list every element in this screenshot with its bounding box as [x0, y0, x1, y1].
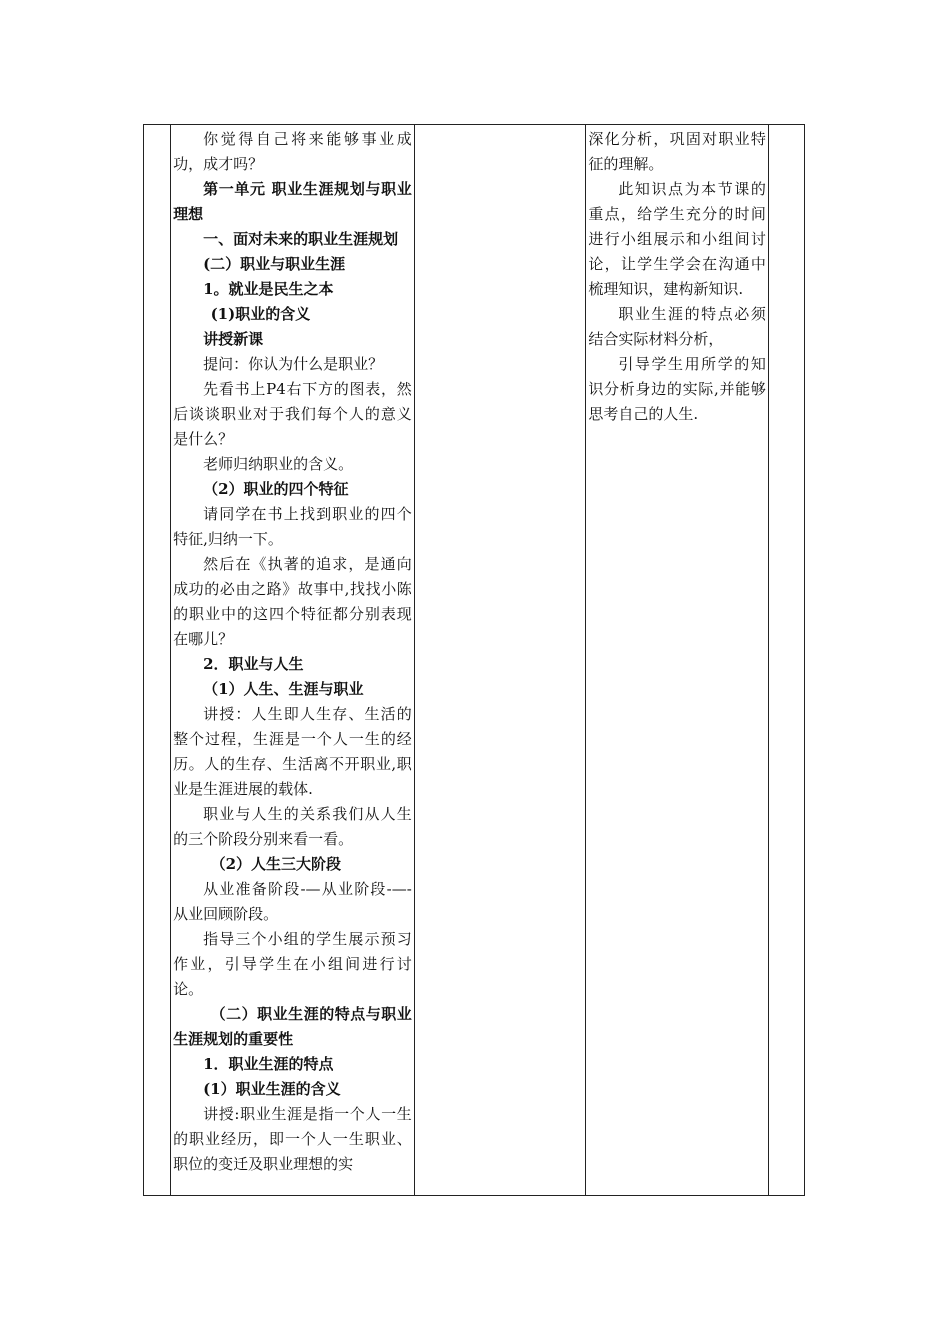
- lesson-content-paragraph: 讲授：人生即人生存、生活的整个过程，生涯是一个人一生的经历。人的生存、生活离不开职业,职业是生涯进展的载体.: [173, 705, 412, 798]
- teaching-content-cell: [171, 125, 415, 1196]
- lesson-content-paragraph: 老师归纳职业的含义。: [203, 455, 354, 473]
- lesson-content-paragraph: （2）职业的四个特征: [203, 480, 349, 498]
- design-note-paragraph: 深化分析，巩固对职业特征的理解。: [588, 130, 766, 173]
- design-note-paragraph: 职业生涯的特点必须结合实际材料分析，: [588, 305, 766, 348]
- lesson-content-paragraph: 然后在《执著的追求，是通向成功的必由之路》故事中,找找小陈的职业中的这四个特征都分别表现在哪儿？: [173, 555, 412, 648]
- lesson-content-paragraph: （1）人生、生涯与职业: [203, 680, 364, 698]
- lesson-content-paragraph: 一、面对未来的职业生涯规划: [203, 230, 399, 248]
- lesson-content-paragraph: （二）职业生涯的特点与职业生涯规划的重要性: [173, 1005, 412, 1048]
- design-note-paragraph: 此知识点为本节课的重点，给学生充分的时间进行小组展示和小组间讨论，让学生学会在沟通中梳理知识，建构新知识.: [588, 180, 766, 298]
- lesson-content-paragraph: 2．职业与人生: [203, 655, 304, 673]
- lesson-plan-row: [144, 125, 805, 1196]
- lesson-content-paragraph: 提问：你认为什么是职业？: [203, 355, 384, 373]
- lesson-content-paragraph: 请同学在书上找到职业的四个特征,归纳一下。: [173, 505, 412, 548]
- left-margin-cell: [144, 125, 171, 1196]
- design-note-paragraph: 引导学生用所学的知识分析身边的实际,并能够思考自己的人生.: [588, 355, 766, 423]
- lesson-plan-table: [143, 124, 805, 1196]
- design-notes-cell: [586, 125, 769, 1196]
- lesson-content-paragraph: 指导三个小组的学生展示预习作业，引导学生在小组间进行讨论。: [173, 930, 412, 998]
- lesson-content-paragraph: (1）职业生涯的含义: [203, 1080, 341, 1098]
- teaching-content-text: [171, 125, 414, 1177]
- lesson-content-paragraph: 从业准备阶段-—从业阶段-—-从业回顾阶段。: [173, 880, 412, 923]
- lesson-content-paragraph: 1。就业是民生之本: [203, 280, 334, 298]
- lesson-content-paragraph: 职业与人生的关系我们从人生的三个阶段分别来看一看。: [173, 805, 412, 848]
- lesson-content-paragraph: 1．职业生涯的特点: [203, 1055, 334, 1073]
- design-notes-text: [586, 125, 768, 427]
- right-margin-cell: [768, 125, 804, 1196]
- lesson-content-paragraph: （2）人生三大阶段: [210, 855, 342, 873]
- lesson-content-paragraph: 先看书上P4右下方的图表，然后谈谈职业对于我们每个人的意义是什么？: [173, 380, 412, 448]
- lesson-content-paragraph: 讲授:职业生涯是指一个人一生的职业经历，即一个人一生职业、职位的变迁及职业理想的实: [173, 1105, 412, 1173]
- student-activity-cell: [414, 125, 586, 1196]
- lesson-content-paragraph: 你觉得自己将来能够事业成功，成才吗？: [173, 130, 412, 173]
- lesson-content-paragraph: 讲授新课: [203, 330, 264, 348]
- lesson-content-paragraph: 第一单元 职业生涯规划与职业理想: [173, 180, 412, 223]
- lesson-content-paragraph: (二）职业与职业生涯: [203, 255, 346, 273]
- lesson-content-paragraph: (1)职业的含义: [210, 305, 311, 323]
